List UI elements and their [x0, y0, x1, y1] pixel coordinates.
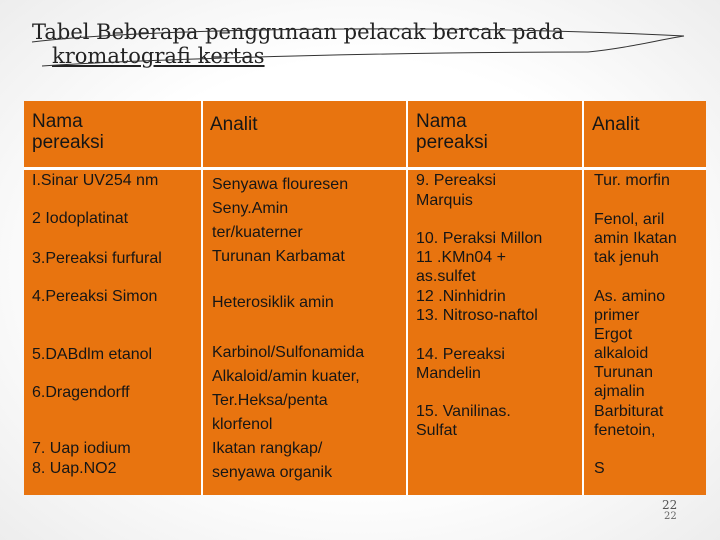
reagent-cell: 4.Pereaksi Simon — [32, 288, 158, 305]
analyte-cell: Alkaloid/amin kuater, — [212, 368, 360, 385]
analyte-cell: fenetoin, — [594, 422, 656, 439]
analyte-cell: senyawa organik — [212, 464, 333, 481]
analyte-cell: Senyawa flouresen — [212, 176, 349, 193]
page-number: 22 — [662, 498, 678, 512]
reagent-cell: Marquis — [416, 192, 473, 209]
reagent-cell: 12 .Ninhidrin — [416, 288, 506, 305]
header-analit-1: Analit — [210, 114, 258, 135]
analyte-cell: ajmalin — [594, 383, 645, 400]
header-divider — [24, 167, 706, 170]
reagent-cell: 14. Pereaksi — [416, 346, 505, 363]
analyte-cell: klorfenol — [212, 416, 273, 433]
analyte-cell: ter/kuaterner — [212, 224, 303, 241]
column-divider — [582, 101, 584, 495]
column-divider — [406, 101, 408, 495]
reagent-cell: 5.DABdlm etanol — [32, 346, 153, 363]
reagent-cell: 13. Nitroso-naftol — [416, 307, 538, 324]
reagent-cell: I.Sinar UV254 nm — [32, 172, 159, 189]
reagent-cell: 3.Pereaksi furfural — [32, 250, 162, 267]
title-scribble-underline — [28, 22, 688, 72]
analyte-cell: Ergot — [594, 326, 633, 343]
reagent-cell: 9. Pereaksi — [416, 172, 497, 189]
analyte-cell: alkaloid — [594, 345, 649, 362]
analyte-cell: amin Ikatan — [594, 230, 677, 247]
reagent-cell: 8. Uap.NO2 — [32, 460, 117, 477]
reagent-cell: Sulfat — [416, 422, 457, 439]
reagent-cell: 6.Dragendorff — [32, 384, 130, 401]
analyte-cell: Ikatan rangkap/ — [212, 440, 323, 457]
analyte-cell: Fenol, aril — [594, 211, 665, 228]
reagent-cell: as.sulfet — [416, 268, 476, 285]
analyte-cell: Seny.Amin — [212, 200, 289, 217]
reagent-cell: 11 .KMn04 + — [416, 249, 506, 266]
analyte-cell: Ter.Heksa/penta — [212, 392, 328, 409]
title-line-2: kromatografi kertas — [52, 44, 265, 68]
column-divider — [201, 101, 203, 495]
analyte-cell: tak jenuh — [594, 249, 659, 266]
header-nama-pereaksi-1: Nama pereaksi — [32, 111, 104, 153]
analyte-cell: Karbinol/Sulfonamida — [212, 344, 365, 361]
reagent-cell: Mandelin — [416, 365, 481, 382]
analyte-cell: As. amino — [594, 288, 666, 305]
analyte-cell: Barbiturat — [594, 403, 664, 420]
reagent-cell: 10. Peraksi Millon — [416, 230, 543, 247]
analyte-cell: S — [594, 460, 605, 477]
analyte-cell: Tur. morfin — [594, 172, 670, 189]
page-number-secondary: 22 — [664, 511, 677, 522]
header-analit-2: Analit — [592, 114, 640, 135]
title-line-1: Tabel Beberapa penggunaan pelacak bercak pada — [32, 20, 564, 44]
analyte-cell: primer — [594, 307, 640, 324]
reagent-cell: 2 Iodoplatinat — [32, 210, 129, 227]
reagent-cell: 15. Vanilinas. — [416, 403, 511, 420]
analyte-cell: Turunan Karbamat — [212, 248, 345, 265]
header-nama-pereaksi-2: Nama pereaksi — [416, 111, 488, 153]
analyte-cell: Turunan — [594, 364, 653, 381]
analyte-cell: Heterosiklik amin — [212, 294, 334, 311]
reagent-cell: 7. Uap iodium — [32, 440, 131, 457]
